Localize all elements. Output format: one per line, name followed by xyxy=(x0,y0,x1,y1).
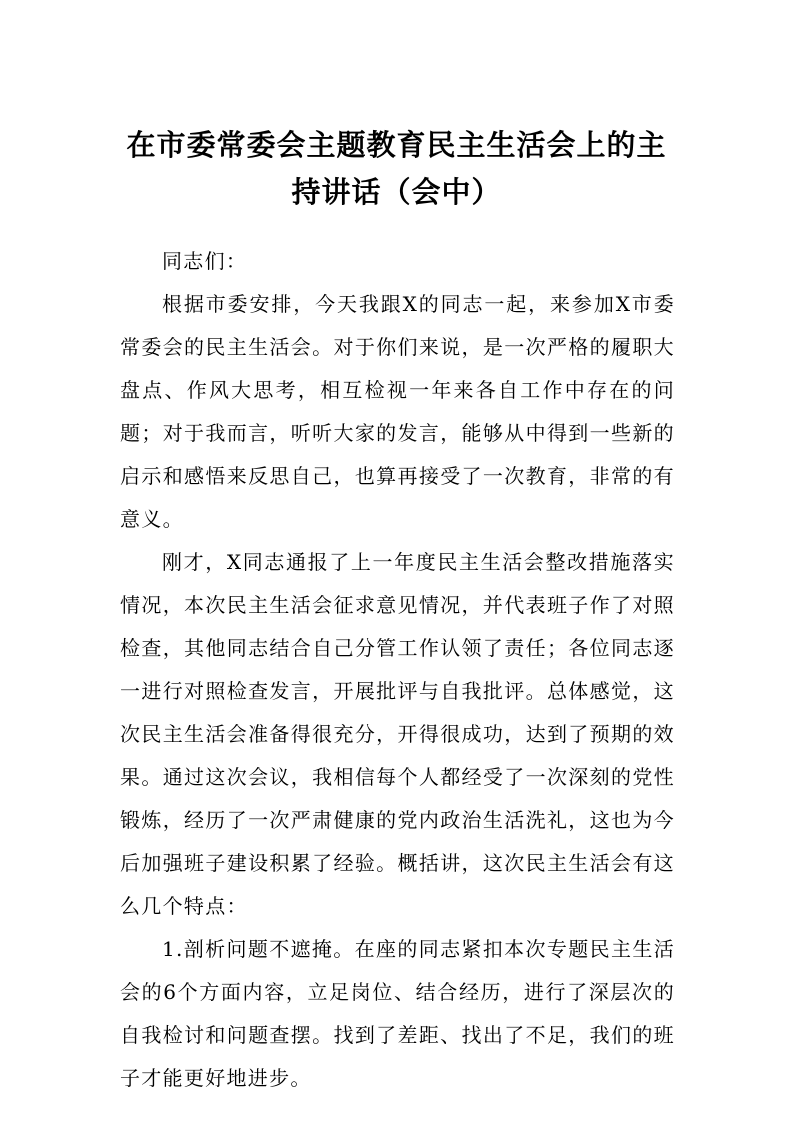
paragraph: 刚才，X同志通报了上一年度民主生活会整改措施落实情况，本次民主生活会征求意见情况，并代表班子作了对照检查，其他同志结合自己分管工作认领了责任；各位同志逐一进行对照检查发言，开展批评与自我批评。总体感觉，这次民主生活会准备得很充分，开得很成功，达到了预期的效果。通过这次会议，我相信每个人都经受了一次深刻的党性锻炼，经历了一次严肃健康的党内政治生活洗礼，这也为今后加强班子建设积累了经验。概括讲，这次民主生活会有这么几个特点： xyxy=(120,550,675,918)
paragraph: 1.剖析问题不遮掩。在座的同志紧扣本次专题民主生活会的6个方面内容，立足岗位、结合经历，进行了深层次的自我检讨和问题查摆。找到了差距、找出了不足，我们的班子才能更好地进步。 xyxy=(120,937,675,1090)
paragraph: 根据市委安排，今天我跟X的同志一起，来参加X市委常委会的民主生活会。对于你们来说，是一次严格的履职大盘点、作风大思考，相互检视一年来各自工作中存在的问题；对于我而言，听听大家的发言，能够从中得到一些新的启示和感悟来反思自己，也算再接受了一次教育，非常的有意义。 xyxy=(120,292,675,531)
document-title xyxy=(118,122,675,216)
document-body xyxy=(120,240,675,1100)
salutation: 同志们： xyxy=(162,249,248,273)
title-line-1: 在市委常委会主题教育民主生活会上的主 xyxy=(126,128,667,162)
title-line-2: 持讲话（会中） xyxy=(291,175,502,209)
